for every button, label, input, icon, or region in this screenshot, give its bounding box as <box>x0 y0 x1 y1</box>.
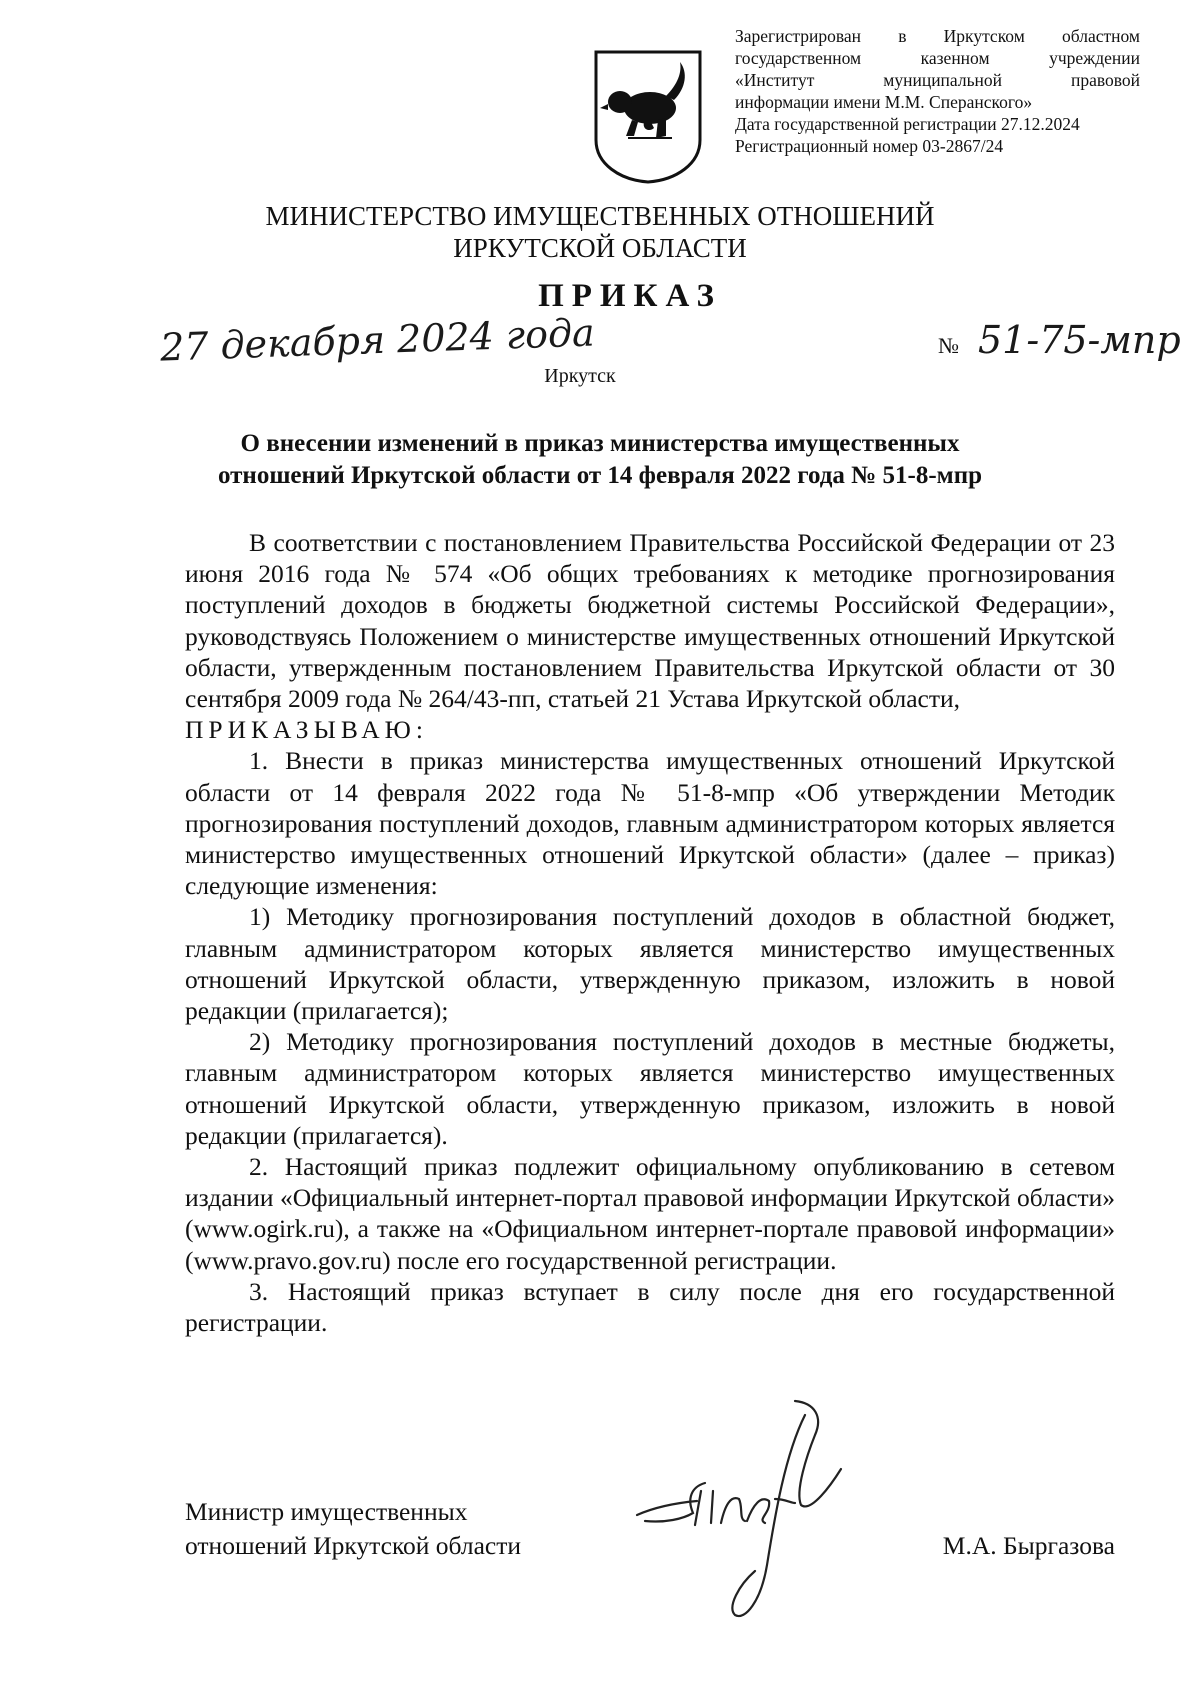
registration-line: информации имени М.М. Сперанского» <box>735 92 1033 112</box>
signatory-name: М.А. Быргазова <box>942 1531 1115 1560</box>
order-subject <box>190 428 1010 492</box>
registration-date: Дата государственной регистрации 27.12.2024 <box>735 114 1080 134</box>
registration-line: Зарегистрирован в Иркутском областном <box>735 26 1140 46</box>
order-item-1: 1. Внести в приказ министерства имущественных отношений Иркутской области от 14 февраля 2022 года № 51-8-мпр «Об утверждении Методик прогнозирования поступлений доходов, главным администратором которых является министерство имущественных отношений Иркутской области» (далее – приказ) следующие изменения: <box>185 746 1115 901</box>
document-type-title: ПРИКАЗ <box>538 278 722 314</box>
signatory-position <box>185 1495 521 1563</box>
order-item-2: 2. Настоящий приказ подлежит официальному опубликованию в сетевом издании «Официальный интернет-портал правовой информации Иркутской области» (www.ogirk.ru), а также на «Официальном интернет-портале правовой информации» (www.pravo.gov.ru) после его государственной регистрации. <box>185 1152 1115 1275</box>
registration-line: государственном казенном учреждении <box>735 48 1140 68</box>
number-prefix: № <box>938 333 959 358</box>
registration-line: «Институт муниципальной правовой <box>735 70 1140 90</box>
order-subitem-1: 1) Методику прогнозирования поступлений доходов в областной бюджет, главным администратором которых является министерство имущественных отношений Иркутской области, утвержденную приказом, изложить в новой редакции (прилагается); <box>185 902 1115 1026</box>
order-item-3: 3. Настоящий приказ вступает в силу после дня его государственной регистрации. <box>185 1276 1115 1338</box>
ministry-header <box>150 200 1050 264</box>
order-body <box>185 527 1115 1338</box>
signatory-position-line1: Министр имущественных <box>185 1497 468 1526</box>
handwritten-order-number: 51-75-мпр <box>978 318 1181 362</box>
subject-line2: отношений Иркутской области от 14 февраля 2022 года № 51-8-мпр <box>217 462 983 489</box>
order-word: ПРИКАЗЫВАЮ: <box>185 715 428 745</box>
order-subitem-2: 2) Методику прогнозирования поступлений доходов в местные бюджеты, главным администратором которых является министерство имущественных отношений Иркутской области, утвержденную приказом, изложить в новой редакции (прилагается). <box>185 1027 1115 1150</box>
city-label: Иркутск <box>544 365 616 387</box>
handwritten-date: 27 декабря 2024 года <box>159 310 596 370</box>
ministry-name-line2: ИРКУТСКОЙ ОБЛАСТИ <box>453 233 747 263</box>
registration-number: Регистрационный номер 03-2867/24 <box>735 136 1004 156</box>
signature-block <box>185 1495 1115 1605</box>
preamble-paragraph: В соответствии с постановлением Правительства Российской Федерации от 23 июня 2016 года № 574 «Об общих требованиях к методике прогнозирования поступлений доходов в бюджеты бюджетной системы Российской Федерации», руководствуясь Положением о министерстве имущественных отношений Иркутской области, утвержденным постановлением Правительства Иркутской области от 30 сентября 2009 года № 264/43-пп, статьей 21 Устава Иркутской области, <box>185 528 1115 714</box>
registration-stamp <box>735 25 1140 157</box>
signatory-position-line2: отношений Иркутской области <box>185 1531 522 1560</box>
subject-line1: О внесении изменений в приказ министерства имущественных <box>240 430 960 457</box>
coat-of-arms-emblem <box>592 48 704 184</box>
ministry-name-line1: МИНИСТЕРСТВО ИМУЩЕСТВЕННЫХ ОТНОШЕНИЙ <box>265 201 935 231</box>
